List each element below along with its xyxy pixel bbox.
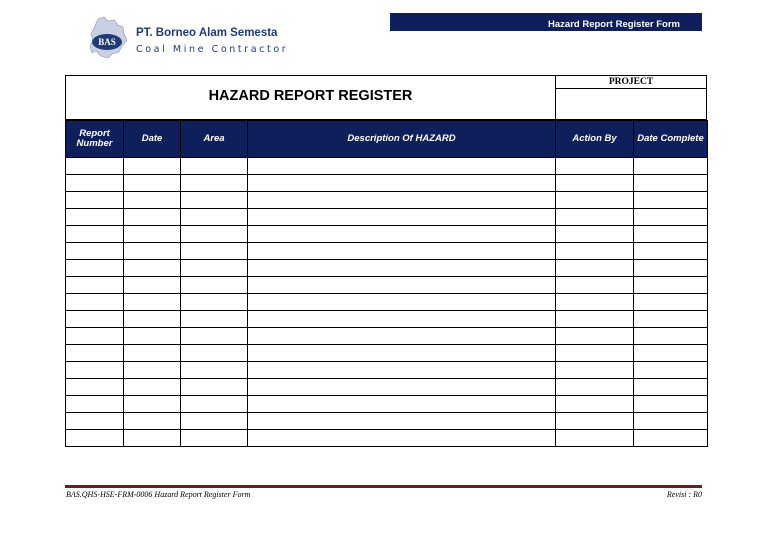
date-complete-cell[interactable] bbox=[634, 328, 708, 345]
date-cell[interactable] bbox=[124, 362, 181, 379]
footer-divider bbox=[65, 485, 702, 488]
description-cell[interactable] bbox=[248, 430, 556, 447]
description-cell[interactable] bbox=[248, 209, 556, 226]
area-cell[interactable] bbox=[181, 209, 248, 226]
report-number-cell[interactable] bbox=[66, 294, 124, 311]
date-cell[interactable] bbox=[124, 294, 181, 311]
report-number-cell[interactable] bbox=[66, 243, 124, 260]
report-number-cell[interactable] bbox=[66, 430, 124, 447]
date-complete-cell[interactable] bbox=[634, 396, 708, 413]
date-cell[interactable] bbox=[124, 328, 181, 345]
date-complete-cell[interactable] bbox=[634, 158, 708, 175]
date-cell[interactable] bbox=[124, 192, 181, 209]
project-box bbox=[555, 75, 707, 120]
report-number-cell[interactable] bbox=[66, 396, 124, 413]
date-cell[interactable] bbox=[124, 379, 181, 396]
report-number-cell[interactable] bbox=[66, 277, 124, 294]
table-row bbox=[66, 209, 708, 226]
action-by-cell[interactable] bbox=[556, 175, 634, 192]
date-complete-cell[interactable] bbox=[634, 209, 708, 226]
area-cell[interactable] bbox=[181, 345, 248, 362]
date-complete-cell[interactable] bbox=[634, 362, 708, 379]
action-by-cell[interactable] bbox=[556, 158, 634, 175]
date-cell[interactable] bbox=[124, 175, 181, 192]
area-cell[interactable] bbox=[181, 175, 248, 192]
area-cell[interactable] bbox=[181, 311, 248, 328]
description-cell[interactable] bbox=[248, 243, 556, 260]
date-cell[interactable] bbox=[124, 311, 181, 328]
description-cell[interactable] bbox=[248, 277, 556, 294]
area-cell[interactable] bbox=[181, 260, 248, 277]
table-row bbox=[66, 158, 708, 175]
description-cell[interactable] bbox=[248, 260, 556, 277]
action-by-cell[interactable] bbox=[556, 430, 634, 447]
header-action-by: Action By bbox=[556, 121, 634, 158]
table-row bbox=[66, 311, 708, 328]
form-title-banner: Hazard Report Register Form bbox=[390, 13, 702, 31]
report-number-cell[interactable] bbox=[66, 362, 124, 379]
header-report-number: Report Number bbox=[66, 121, 124, 158]
report-number-cell[interactable] bbox=[66, 175, 124, 192]
table-body bbox=[66, 158, 708, 447]
action-by-cell[interactable] bbox=[556, 277, 634, 294]
document-title: HAZARD REPORT REGISTER bbox=[208, 88, 413, 104]
report-number-cell[interactable] bbox=[66, 311, 124, 328]
date-complete-cell[interactable] bbox=[634, 345, 708, 362]
action-by-cell[interactable] bbox=[556, 328, 634, 345]
report-number-cell[interactable] bbox=[66, 192, 124, 209]
table-row bbox=[66, 226, 708, 243]
date-complete-cell[interactable] bbox=[634, 294, 708, 311]
action-by-cell[interactable] bbox=[556, 396, 634, 413]
date-cell[interactable] bbox=[124, 158, 181, 175]
area-cell[interactable] bbox=[181, 413, 248, 430]
date-cell[interactable] bbox=[124, 260, 181, 277]
action-by-cell[interactable] bbox=[556, 192, 634, 209]
description-cell[interactable] bbox=[248, 413, 556, 430]
area-cell[interactable] bbox=[181, 277, 248, 294]
table-row bbox=[66, 175, 708, 192]
action-by-cell[interactable] bbox=[556, 294, 634, 311]
report-number-cell[interactable] bbox=[66, 379, 124, 396]
report-number-cell[interactable] bbox=[66, 345, 124, 362]
date-cell[interactable] bbox=[124, 430, 181, 447]
description-cell[interactable] bbox=[248, 362, 556, 379]
report-number-cell[interactable] bbox=[66, 226, 124, 243]
table-row bbox=[66, 294, 708, 311]
description-cell[interactable] bbox=[248, 328, 556, 345]
date-cell[interactable] bbox=[124, 209, 181, 226]
date-complete-cell[interactable] bbox=[634, 226, 708, 243]
description-cell[interactable] bbox=[248, 226, 556, 243]
description-cell[interactable] bbox=[248, 345, 556, 362]
hazard-register-table bbox=[65, 120, 708, 447]
table-row bbox=[66, 277, 708, 294]
table-row bbox=[66, 345, 708, 362]
area-cell[interactable] bbox=[181, 396, 248, 413]
area-cell[interactable] bbox=[181, 158, 248, 175]
company-tagline: Coal Mine Contractor bbox=[136, 44, 289, 55]
date-complete-cell[interactable] bbox=[634, 192, 708, 209]
table-row bbox=[66, 260, 708, 277]
table-row bbox=[66, 396, 708, 413]
action-by-cell[interactable] bbox=[556, 209, 634, 226]
date-cell[interactable] bbox=[124, 243, 181, 260]
description-cell[interactable] bbox=[248, 294, 556, 311]
header-area: Area bbox=[181, 121, 248, 158]
date-complete-cell[interactable] bbox=[634, 175, 708, 192]
date-complete-cell[interactable] bbox=[634, 311, 708, 328]
date-cell[interactable] bbox=[124, 396, 181, 413]
date-cell[interactable] bbox=[124, 345, 181, 362]
report-number-cell[interactable] bbox=[66, 328, 124, 345]
date-complete-cell[interactable] bbox=[634, 277, 708, 294]
table-row bbox=[66, 430, 708, 447]
action-by-cell[interactable] bbox=[556, 260, 634, 277]
action-by-cell[interactable] bbox=[556, 379, 634, 396]
header-date-complete: Date Complete bbox=[634, 121, 708, 158]
description-cell[interactable] bbox=[248, 379, 556, 396]
description-cell[interactable] bbox=[248, 396, 556, 413]
footer-revision: Revisi : R0 bbox=[666, 490, 702, 499]
action-by-cell[interactable] bbox=[556, 226, 634, 243]
table-row bbox=[66, 362, 708, 379]
area-cell[interactable] bbox=[181, 430, 248, 447]
area-cell[interactable] bbox=[181, 243, 248, 260]
table-row bbox=[66, 328, 708, 345]
table-header-row bbox=[66, 121, 708, 158]
table-row bbox=[66, 192, 708, 209]
date-complete-cell[interactable] bbox=[634, 260, 708, 277]
table-row bbox=[66, 379, 708, 396]
action-by-cell[interactable] bbox=[556, 413, 634, 430]
report-number-cell[interactable] bbox=[66, 158, 124, 175]
project-value-field[interactable] bbox=[556, 89, 706, 120]
area-cell[interactable] bbox=[181, 226, 248, 243]
report-number-cell[interactable] bbox=[66, 413, 124, 430]
table-row bbox=[66, 243, 708, 260]
action-by-cell[interactable] bbox=[556, 311, 634, 328]
logo-text: BAS bbox=[98, 37, 116, 47]
footer-document-code: BAS.QHS-HSE-FRM-0006 Hazard Report Register Form bbox=[66, 490, 251, 499]
date-cell[interactable] bbox=[124, 226, 181, 243]
project-label: PROJECT bbox=[556, 76, 706, 89]
area-cell[interactable] bbox=[181, 362, 248, 379]
report-number-cell[interactable] bbox=[66, 260, 124, 277]
area-cell[interactable] bbox=[181, 328, 248, 345]
area-cell[interactable] bbox=[181, 294, 248, 311]
date-complete-cell[interactable] bbox=[634, 379, 708, 396]
company-logo bbox=[88, 16, 289, 62]
date-complete-cell[interactable] bbox=[634, 413, 708, 430]
description-cell[interactable] bbox=[248, 192, 556, 209]
header-description: Description Of HAZARD bbox=[248, 121, 556, 158]
date-complete-cell[interactable] bbox=[634, 243, 708, 260]
area-cell[interactable] bbox=[181, 192, 248, 209]
company-name: PT. Borneo Alam Semesta bbox=[136, 27, 278, 39]
date-cell[interactable] bbox=[124, 277, 181, 294]
header-date: Date bbox=[124, 121, 181, 158]
description-cell[interactable] bbox=[248, 311, 556, 328]
date-cell[interactable] bbox=[124, 413, 181, 430]
report-number-cell[interactable] bbox=[66, 209, 124, 226]
date-complete-cell[interactable] bbox=[634, 430, 708, 447]
document-title-box bbox=[65, 75, 555, 120]
action-by-cell[interactable] bbox=[556, 243, 634, 260]
table-row bbox=[66, 413, 708, 430]
borneo-map-icon bbox=[88, 16, 128, 60]
description-cell[interactable] bbox=[248, 175, 556, 192]
description-cell[interactable] bbox=[248, 158, 556, 175]
area-cell[interactable] bbox=[181, 379, 248, 396]
action-by-cell[interactable] bbox=[556, 362, 634, 379]
action-by-cell[interactable] bbox=[556, 345, 634, 362]
